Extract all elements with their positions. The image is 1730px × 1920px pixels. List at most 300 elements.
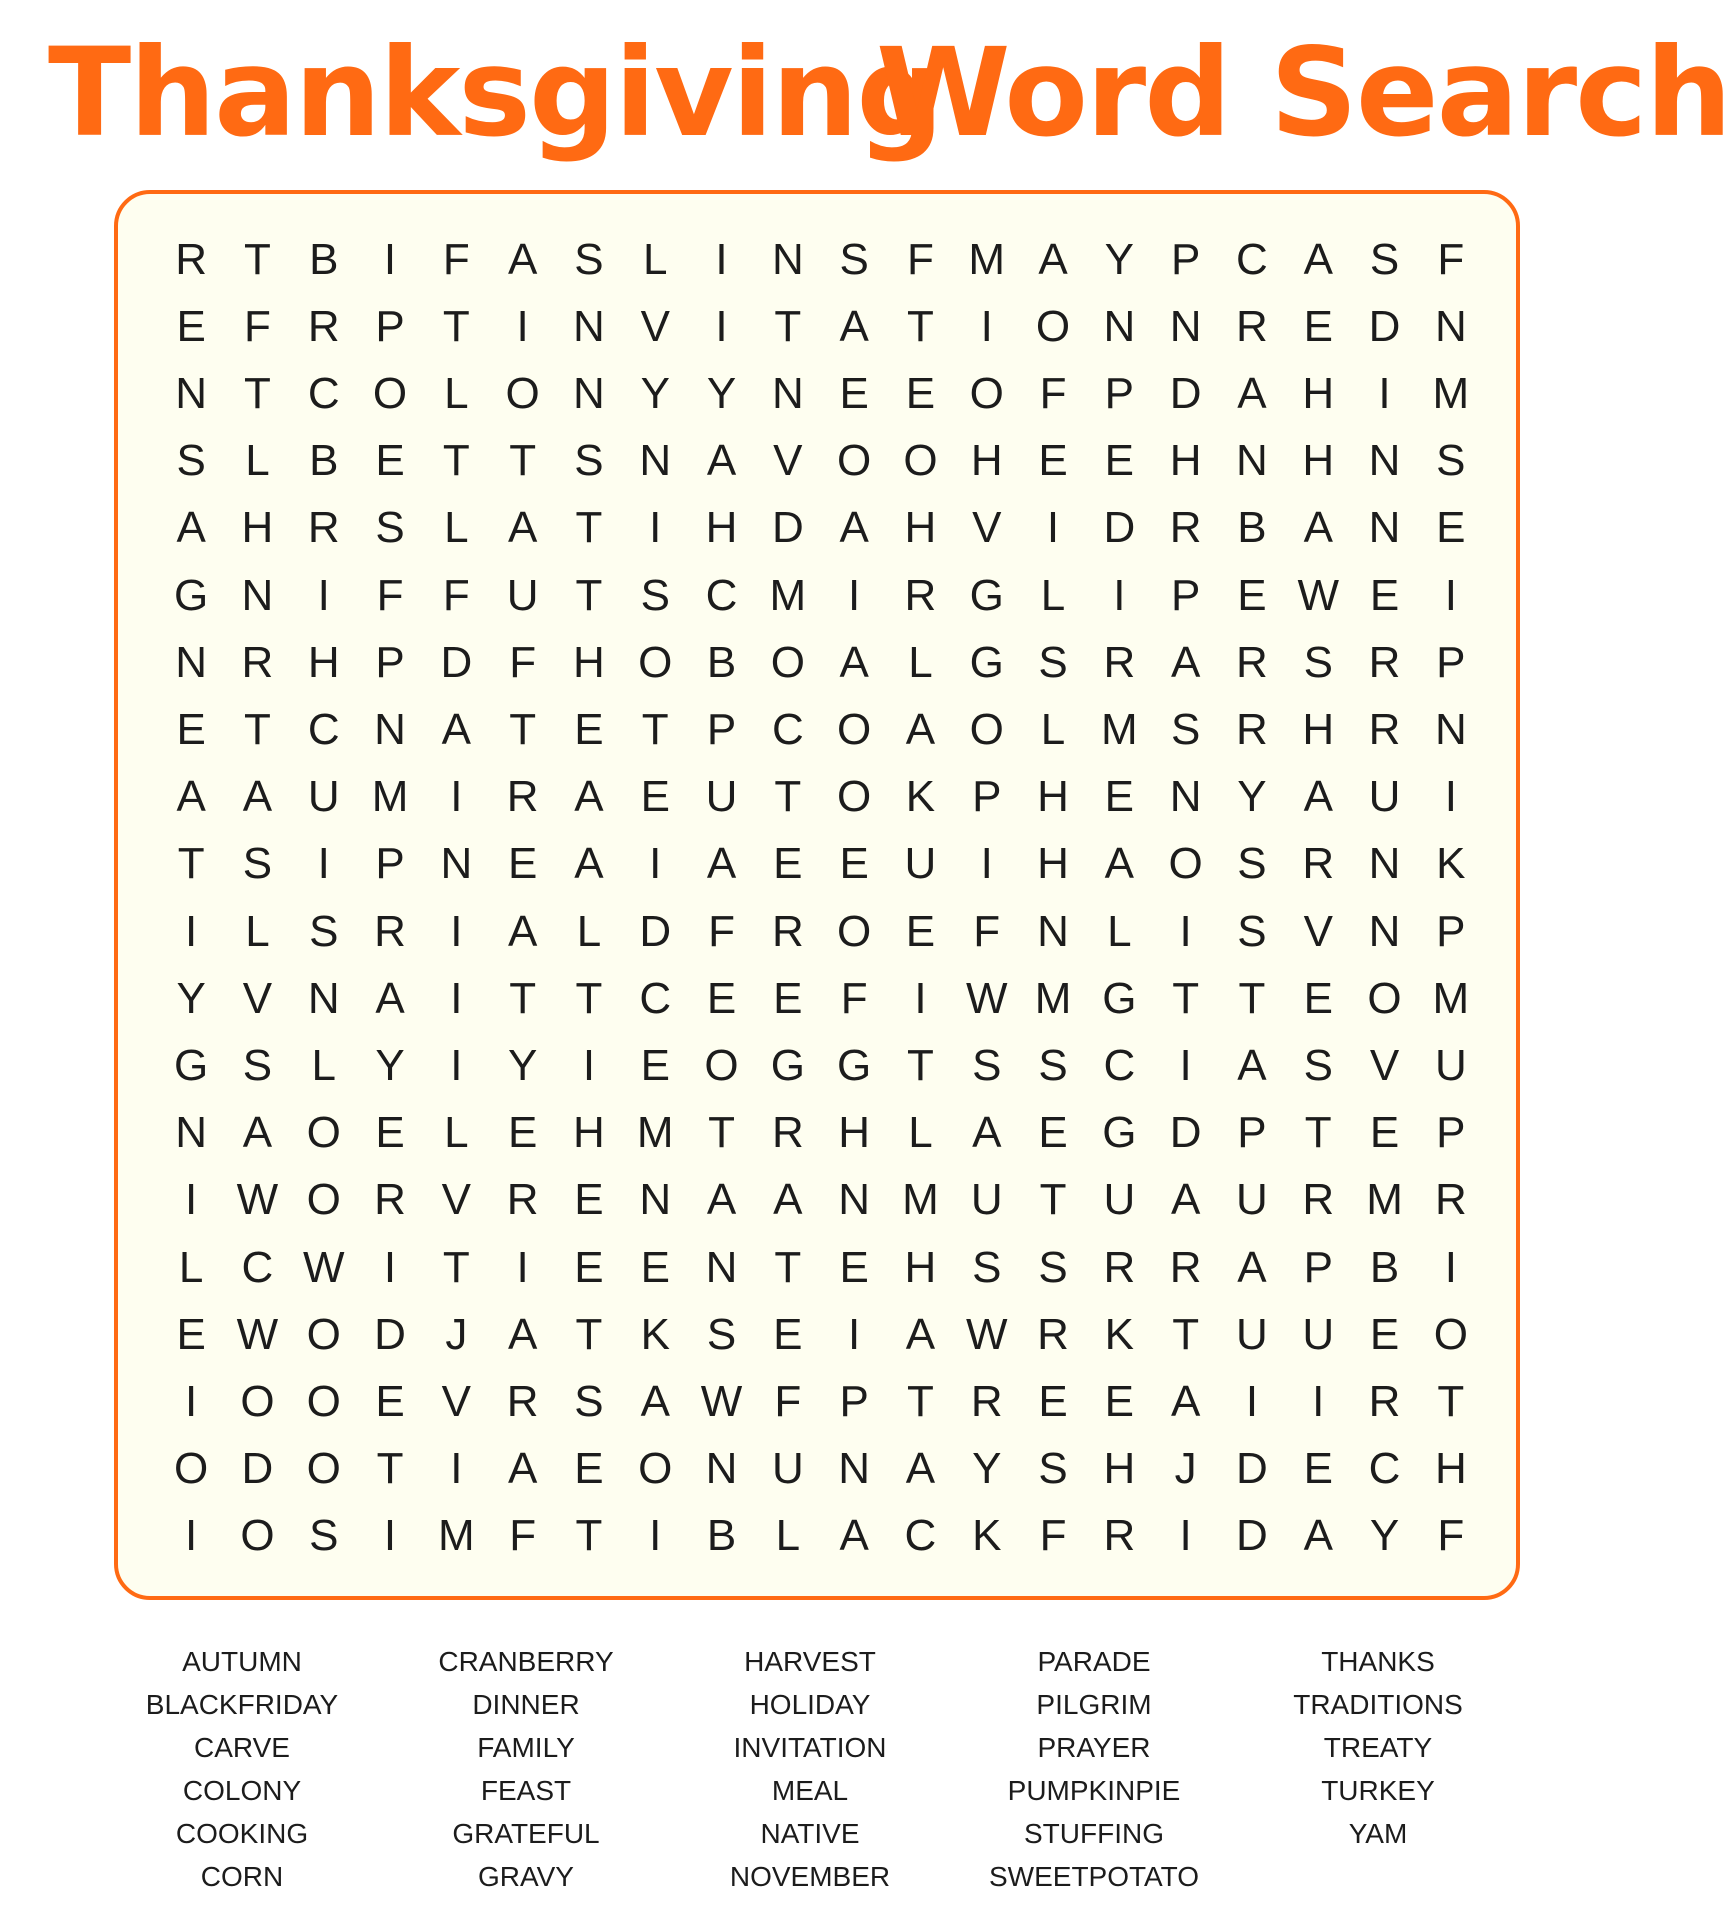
grid-cell[interactable]: U — [1236, 1309, 1268, 1359]
grid-cell[interactable]: A — [640, 1376, 670, 1426]
grid-cell[interactable]: O — [837, 436, 872, 486]
grid-cell[interactable]: N — [1434, 704, 1467, 754]
grid-cell[interactable]: S — [375, 503, 405, 553]
grid-cell[interactable]: D — [771, 503, 804, 553]
grid-cell[interactable]: A — [972, 1108, 1002, 1158]
grid-cell[interactable]: A — [507, 1309, 538, 1359]
grid-cell[interactable]: M — [902, 1175, 939, 1225]
grid-cell[interactable]: H — [1037, 772, 1069, 822]
grid-cell[interactable]: A — [507, 1444, 538, 1494]
grid-cell[interactable]: T — [575, 570, 603, 620]
grid-cell[interactable]: P — [1237, 1108, 1267, 1158]
grid-cell[interactable]: A — [839, 503, 869, 553]
grid-cell[interactable]: I — [185, 1175, 198, 1225]
grid-cell[interactable]: F — [509, 1511, 537, 1561]
grid-cell[interactable]: B — [309, 436, 339, 486]
grid-cell[interactable]: S — [972, 1040, 1002, 1090]
grid-cell[interactable]: C — [639, 973, 672, 1023]
grid-cell[interactable]: O — [969, 368, 1004, 418]
grid-cell[interactable]: Y — [375, 1040, 405, 1090]
grid-cell[interactable]: A — [706, 436, 737, 486]
grid-cell[interactable]: C — [771, 704, 804, 754]
grid-cell[interactable]: T — [774, 301, 802, 351]
grid-cell[interactable]: F — [907, 234, 934, 284]
grid-cell[interactable]: S — [839, 234, 869, 284]
grid-cell[interactable]: I — [1444, 570, 1457, 620]
grid-cell[interactable]: R — [374, 906, 406, 956]
grid-cell[interactable]: O — [969, 704, 1004, 754]
grid-cell[interactable]: S — [1303, 1040, 1333, 1090]
grid-cell[interactable]: R — [970, 1376, 1003, 1426]
grid-cell[interactable]: P — [706, 704, 737, 754]
grid-cell[interactable]: A — [176, 503, 206, 553]
grid-cell[interactable]: U — [771, 1444, 804, 1494]
grid-cell[interactable]: M — [769, 570, 807, 620]
grid-cell[interactable]: T — [575, 973, 603, 1023]
grid-cell[interactable]: H — [1037, 839, 1069, 889]
grid-cell[interactable]: J — [1174, 1444, 1197, 1494]
grid-cell[interactable]: P — [375, 839, 405, 889]
grid-cell[interactable]: S — [309, 906, 339, 956]
grid-cell[interactable]: F — [708, 906, 735, 956]
grid-cell[interactable]: A — [1237, 1040, 1267, 1090]
grid-cell[interactable]: I — [450, 1040, 463, 1090]
grid-cell[interactable]: E — [574, 704, 604, 754]
grid-cell[interactable]: R — [771, 906, 804, 956]
grid-cell[interactable]: E — [640, 1242, 670, 1292]
grid-cell[interactable]: R — [1302, 1175, 1335, 1225]
grid-cell[interactable]: D — [1169, 1108, 1202, 1158]
grid-cell[interactable]: Y — [706, 368, 737, 418]
grid-cell[interactable]: I — [715, 234, 728, 284]
grid-cell[interactable]: V — [242, 973, 273, 1023]
grid-cell[interactable]: W — [236, 1309, 279, 1359]
grid-cell[interactable]: F — [1437, 1511, 1465, 1561]
grid-cell[interactable]: S — [176, 436, 206, 486]
grid-cell[interactable]: K — [640, 1309, 670, 1359]
grid-cell[interactable]: T — [575, 503, 603, 553]
grid-cell[interactable]: C — [904, 1511, 937, 1561]
grid-cell[interactable]: E — [839, 839, 869, 889]
grid-cell[interactable]: T — [1238, 973, 1266, 1023]
grid-cell[interactable]: E — [176, 301, 206, 351]
grid-cell[interactable]: M — [1101, 704, 1138, 754]
grid-cell[interactable]: R — [1236, 301, 1268, 351]
grid-cell[interactable]: A — [1303, 234, 1333, 284]
grid-cell[interactable]: S — [1038, 1444, 1068, 1494]
grid-cell[interactable]: A — [574, 772, 604, 822]
grid-cell[interactable]: N — [440, 839, 473, 889]
grid-cell[interactable]: O — [770, 637, 805, 687]
grid-cell[interactable]: L — [775, 1511, 801, 1561]
grid-cell[interactable]: T — [907, 301, 934, 351]
grid-cell[interactable]: E — [1436, 503, 1466, 553]
grid-cell[interactable]: I — [715, 301, 728, 351]
grid-cell[interactable]: D — [241, 1444, 274, 1494]
grid-cell[interactable]: A — [1303, 772, 1333, 822]
grid-cell[interactable]: H — [705, 503, 738, 553]
grid-cell[interactable]: I — [1179, 906, 1192, 956]
grid-cell[interactable]: O — [638, 1444, 673, 1494]
grid-cell[interactable]: T — [641, 704, 669, 754]
grid-cell[interactable]: E — [1038, 1376, 1068, 1426]
grid-cell[interactable]: A — [507, 503, 538, 553]
grid-cell[interactable]: Y — [972, 1444, 1002, 1494]
grid-cell[interactable]: S — [242, 839, 273, 889]
grid-cell[interactable]: E — [640, 772, 670, 822]
grid-cell[interactable]: N — [1368, 503, 1401, 553]
grid-cell[interactable]: N — [241, 570, 274, 620]
grid-cell[interactable]: L — [908, 1108, 933, 1158]
grid-cell[interactable]: A — [1170, 637, 1201, 687]
grid-cell[interactable]: O — [1168, 839, 1203, 889]
grid-cell[interactable]: S — [1038, 637, 1068, 687]
grid-cell[interactable]: H — [573, 1108, 605, 1158]
grid-cell[interactable]: H — [307, 637, 340, 687]
grid-cell[interactable]: T — [442, 1242, 470, 1292]
grid-cell[interactable]: S — [574, 1376, 604, 1426]
grid-cell[interactable]: I — [185, 1376, 198, 1426]
grid-cell[interactable]: S — [706, 1309, 737, 1359]
grid-cell[interactable]: A — [1237, 1242, 1267, 1292]
grid-cell[interactable]: A — [905, 1444, 936, 1494]
grid-cell[interactable]: H — [1302, 704, 1335, 754]
grid-cell[interactable]: E — [1104, 1376, 1135, 1426]
grid-cell[interactable]: E — [375, 1376, 405, 1426]
grid-cell[interactable]: S — [574, 234, 604, 284]
grid-cell[interactable]: I — [649, 1511, 662, 1561]
grid-cell[interactable]: I — [1378, 368, 1391, 418]
grid-cell[interactable]: V — [773, 436, 803, 486]
grid-cell[interactable]: V — [1369, 1040, 1400, 1090]
grid-cell[interactable]: P — [972, 772, 1002, 822]
grid-cell[interactable]: O — [903, 436, 938, 486]
grid-cell[interactable]: B — [706, 637, 737, 687]
grid-cell[interactable]: S — [309, 1511, 339, 1561]
grid-cell[interactable]: W — [302, 1242, 345, 1292]
grid-cell[interactable]: G — [770, 1040, 805, 1090]
grid-cell[interactable]: A — [1104, 839, 1135, 889]
grid-cell[interactable]: A — [507, 906, 538, 956]
grid-cell[interactable]: A — [1170, 1376, 1201, 1426]
grid-cell[interactable]: G — [1102, 973, 1137, 1023]
grid-cell[interactable]: I — [980, 301, 993, 351]
grid-cell[interactable]: I — [450, 973, 463, 1023]
grid-cell[interactable]: F — [244, 301, 271, 351]
grid-cell[interactable]: E — [905, 368, 936, 418]
grid-cell[interactable]: L — [444, 368, 469, 418]
grid-cell[interactable]: D — [1368, 301, 1401, 351]
grid-cell[interactable]: I — [317, 839, 330, 889]
grid-cell[interactable]: N — [1236, 436, 1268, 486]
grid-cell[interactable]: U — [1103, 1175, 1136, 1225]
grid-cell[interactable]: Y — [176, 973, 206, 1023]
grid-cell[interactable]: F — [1039, 368, 1067, 418]
grid-cell[interactable]: P — [1436, 637, 1466, 687]
grid-cell[interactable]: T — [907, 1040, 934, 1090]
grid-cell[interactable]: C — [307, 368, 340, 418]
grid-cell[interactable]: G — [969, 570, 1004, 620]
grid-cell[interactable]: R — [506, 1376, 539, 1426]
grid-cell[interactable]: F — [442, 570, 470, 620]
grid-cell[interactable]: E — [1303, 1444, 1333, 1494]
grid-cell[interactable]: G — [1102, 1108, 1137, 1158]
grid-cell[interactable]: B — [706, 1511, 737, 1561]
grid-cell[interactable]: A — [839, 1511, 869, 1561]
grid-cell[interactable]: E — [1369, 570, 1400, 620]
grid-cell[interactable]: I — [914, 973, 927, 1023]
grid-cell[interactable]: N — [1368, 906, 1401, 956]
grid-cell[interactable]: T — [1039, 1175, 1067, 1225]
grid-cell[interactable]: C — [1368, 1444, 1401, 1494]
grid-cell[interactable]: N — [771, 234, 804, 284]
grid-cell[interactable]: R — [241, 637, 274, 687]
grid-cell[interactable]: R — [1368, 637, 1401, 687]
grid-cell[interactable]: I — [1444, 1242, 1457, 1292]
grid-cell[interactable]: D — [440, 637, 473, 687]
grid-cell[interactable]: R — [1103, 1511, 1136, 1561]
grid-cell[interactable]: I — [317, 570, 330, 620]
grid-cell[interactable]: N — [307, 973, 340, 1023]
grid-cell[interactable]: T — [442, 301, 470, 351]
grid-cell[interactable]: E — [706, 973, 737, 1023]
grid-cell[interactable]: N — [175, 637, 208, 687]
grid-cell[interactable]: A — [706, 839, 737, 889]
grid-cell[interactable]: A — [1038, 234, 1068, 284]
grid-cell[interactable]: N — [1368, 839, 1401, 889]
grid-cell[interactable]: I — [383, 1511, 397, 1561]
grid-cell[interactable]: G — [174, 1040, 209, 1090]
grid-cell[interactable]: L — [908, 637, 933, 687]
grid-cell[interactable]: S — [1436, 436, 1466, 486]
grid-cell[interactable]: I — [516, 301, 529, 351]
grid-cell[interactable]: P — [1436, 906, 1466, 956]
grid-cell[interactable]: Y — [507, 1040, 538, 1090]
grid-cell[interactable]: D — [374, 1309, 406, 1359]
grid-cell[interactable]: O — [306, 1309, 341, 1359]
grid-cell[interactable]: U — [307, 772, 340, 822]
grid-cell[interactable]: O — [240, 1511, 275, 1561]
grid-cell[interactable]: L — [1040, 570, 1066, 620]
grid-cell[interactable]: S — [640, 570, 670, 620]
grid-cell[interactable]: E — [574, 1444, 604, 1494]
grid-cell[interactable]: E — [1369, 1108, 1400, 1158]
grid-cell[interactable]: E — [839, 368, 869, 418]
grid-cell[interactable]: F — [509, 637, 537, 687]
grid-cell[interactable]: A — [574, 839, 604, 889]
grid-cell[interactable]: E — [1303, 973, 1333, 1023]
grid-cell[interactable]: F — [1039, 1511, 1067, 1561]
grid-cell[interactable]: A — [242, 772, 273, 822]
grid-cell[interactable]: H — [1302, 368, 1335, 418]
grid-cell[interactable]: N — [838, 1444, 871, 1494]
grid-cell[interactable]: P — [1170, 234, 1201, 284]
grid-cell[interactable]: K — [905, 772, 936, 822]
grid-cell[interactable]: L — [1107, 906, 1132, 956]
grid-cell[interactable]: N — [175, 1108, 208, 1158]
grid-cell[interactable]: N — [705, 1242, 738, 1292]
grid-cell[interactable]: Y — [640, 368, 670, 418]
grid-cell[interactable]: I — [450, 1444, 463, 1494]
grid-cell[interactable]: I — [1113, 570, 1126, 620]
grid-cell[interactable]: N — [1169, 772, 1202, 822]
grid-cell[interactable]: D — [1236, 1511, 1268, 1561]
grid-cell[interactable]: I — [1179, 1040, 1192, 1090]
grid-cell[interactable]: T — [509, 704, 537, 754]
grid-cell[interactable]: R — [374, 1175, 406, 1225]
grid-cell[interactable]: C — [705, 570, 738, 620]
grid-cell[interactable]: L — [178, 1242, 204, 1292]
grid-cell[interactable]: R — [1169, 503, 1202, 553]
grid-cell[interactable]: K — [972, 1511, 1002, 1561]
grid-cell[interactable]: S — [1303, 637, 1333, 687]
grid-cell[interactable]: S — [574, 436, 604, 486]
grid-cell[interactable]: H — [970, 436, 1003, 486]
grid-cell[interactable]: P — [1303, 1242, 1333, 1292]
grid-cell[interactable]: U — [970, 1175, 1003, 1225]
grid-cell[interactable]: E — [176, 704, 206, 754]
grid-cell[interactable]: P — [1104, 368, 1135, 418]
grid-cell[interactable]: C — [307, 704, 340, 754]
grid-cell[interactable]: I — [383, 1242, 397, 1292]
grid-cell[interactable]: I — [649, 839, 662, 889]
grid-cell[interactable]: N — [639, 1175, 672, 1225]
grid-cell[interactable]: I — [1179, 1511, 1192, 1561]
grid-cell[interactable]: E — [1038, 1108, 1068, 1158]
grid-cell[interactable]: Y — [1369, 1511, 1400, 1561]
grid-cell[interactable]: A — [839, 637, 869, 687]
grid-cell[interactable]: O — [837, 906, 872, 956]
grid-cell[interactable]: Y — [1237, 772, 1267, 822]
grid-cell[interactable]: H — [573, 637, 605, 687]
grid-cell[interactable]: O — [306, 1108, 341, 1158]
grid-cell[interactable]: U — [1236, 1175, 1268, 1225]
grid-cell[interactable]: L — [444, 1108, 469, 1158]
grid-cell[interactable]: T — [1172, 973, 1200, 1023]
grid-cell[interactable]: M — [968, 234, 1006, 284]
grid-cell[interactable]: D — [1169, 368, 1202, 418]
grid-cell[interactable]: V — [441, 1175, 472, 1225]
grid-cell[interactable]: T — [244, 234, 271, 284]
grid-cell[interactable]: T — [509, 436, 537, 486]
grid-cell[interactable]: P — [1436, 1108, 1466, 1158]
grid-cell[interactable]: T — [708, 1108, 735, 1158]
grid-cell[interactable]: F — [774, 1376, 802, 1426]
grid-cell[interactable]: I — [1312, 1376, 1325, 1426]
grid-cell[interactable]: F — [840, 973, 868, 1023]
grid-cell[interactable]: A — [441, 704, 472, 754]
grid-cell[interactable]: N — [1368, 436, 1401, 486]
grid-cell[interactable]: M — [636, 1108, 674, 1158]
grid-cell[interactable]: S — [1170, 704, 1201, 754]
grid-cell[interactable]: I — [1444, 772, 1457, 822]
grid-cell[interactable]: E — [1237, 570, 1267, 620]
grid-cell[interactable]: M — [438, 1511, 475, 1561]
grid-cell[interactable]: T — [177, 839, 205, 889]
grid-cell[interactable]: H — [904, 1242, 937, 1292]
grid-cell[interactable]: E — [574, 1175, 604, 1225]
grid-cell[interactable]: T — [244, 368, 271, 418]
grid-cell[interactable]: U — [1434, 1040, 1467, 1090]
grid-cell[interactable]: A — [706, 1175, 737, 1225]
grid-cell[interactable]: I — [185, 1511, 198, 1561]
grid-cell[interactable]: Y — [1104, 234, 1135, 284]
grid-cell[interactable]: A — [905, 704, 936, 754]
grid-cell[interactable]: E — [1038, 436, 1068, 486]
grid-cell[interactable]: F — [442, 234, 470, 284]
grid-cell[interactable]: S — [242, 1040, 273, 1090]
grid-cell[interactable]: O — [174, 1444, 209, 1494]
grid-cell[interactable]: S — [1038, 1242, 1068, 1292]
grid-cell[interactable]: O — [306, 1444, 341, 1494]
grid-cell[interactable]: N — [374, 704, 406, 754]
grid-cell[interactable]: O — [306, 1376, 341, 1426]
grid-cell[interactable]: N — [1434, 301, 1467, 351]
grid-cell[interactable]: R — [904, 570, 937, 620]
grid-cell[interactable]: A — [375, 973, 405, 1023]
grid-cell[interactable]: D — [639, 906, 672, 956]
grid-cell[interactable]: E — [375, 1108, 405, 1158]
grid-cell[interactable]: D — [1103, 503, 1136, 553]
grid-cell[interactable]: L — [576, 906, 602, 956]
grid-cell[interactable]: K — [1436, 839, 1466, 889]
grid-cell[interactable]: E — [1303, 301, 1333, 351]
grid-cell[interactable]: N — [838, 1175, 871, 1225]
grid-cell[interactable]: O — [1433, 1309, 1468, 1359]
grid-cell[interactable]: E — [507, 839, 538, 889]
grid-cell[interactable]: F — [376, 570, 404, 620]
grid-cell[interactable]: M — [1432, 368, 1470, 418]
grid-cell[interactable]: M — [1034, 973, 1072, 1023]
grid-cell[interactable]: L — [245, 436, 270, 486]
grid-cell[interactable]: L — [311, 1040, 336, 1090]
grid-cell[interactable]: R — [1368, 1376, 1401, 1426]
grid-cell[interactable]: T — [575, 1309, 603, 1359]
grid-cell[interactable]: R — [506, 1175, 539, 1225]
grid-cell[interactable]: R — [307, 503, 340, 553]
grid-cell[interactable]: E — [375, 436, 405, 486]
grid-cell[interactable]: N — [705, 1444, 738, 1494]
grid-cell[interactable]: N — [1103, 301, 1136, 351]
grid-cell[interactable]: E — [1104, 436, 1135, 486]
grid-cell[interactable]: B — [1237, 503, 1267, 553]
grid-cell[interactable]: N — [1169, 301, 1202, 351]
grid-cell[interactable]: I — [383, 234, 397, 284]
grid-cell[interactable]: T — [774, 772, 802, 822]
grid-cell[interactable]: S — [1237, 839, 1267, 889]
grid-cell[interactable]: T — [376, 1444, 404, 1494]
grid-cell[interactable]: A — [242, 1108, 273, 1158]
grid-cell[interactable]: N — [573, 301, 605, 351]
grid-cell[interactable]: H — [241, 503, 274, 553]
grid-cell[interactable]: W — [236, 1175, 279, 1225]
grid-cell[interactable]: I — [185, 906, 198, 956]
grid-cell[interactable]: L — [444, 503, 469, 553]
grid-cell[interactable]: I — [649, 503, 662, 553]
grid-cell[interactable]: E — [640, 1040, 670, 1090]
grid-cell[interactable]: N — [639, 436, 672, 486]
grid-cell[interactable]: T — [244, 704, 271, 754]
grid-cell[interactable]: K — [1104, 1309, 1135, 1359]
grid-cell[interactable]: H — [904, 503, 937, 553]
grid-cell[interactable]: B — [1369, 1242, 1400, 1292]
grid-cell[interactable]: A — [1303, 503, 1333, 553]
grid-cell[interactable]: V — [972, 503, 1002, 553]
grid-cell[interactable]: P — [375, 301, 405, 351]
grid-cell[interactable]: O — [1035, 301, 1071, 351]
grid-cell[interactable]: N — [175, 368, 208, 418]
grid-cell[interactable]: S — [1369, 234, 1400, 284]
